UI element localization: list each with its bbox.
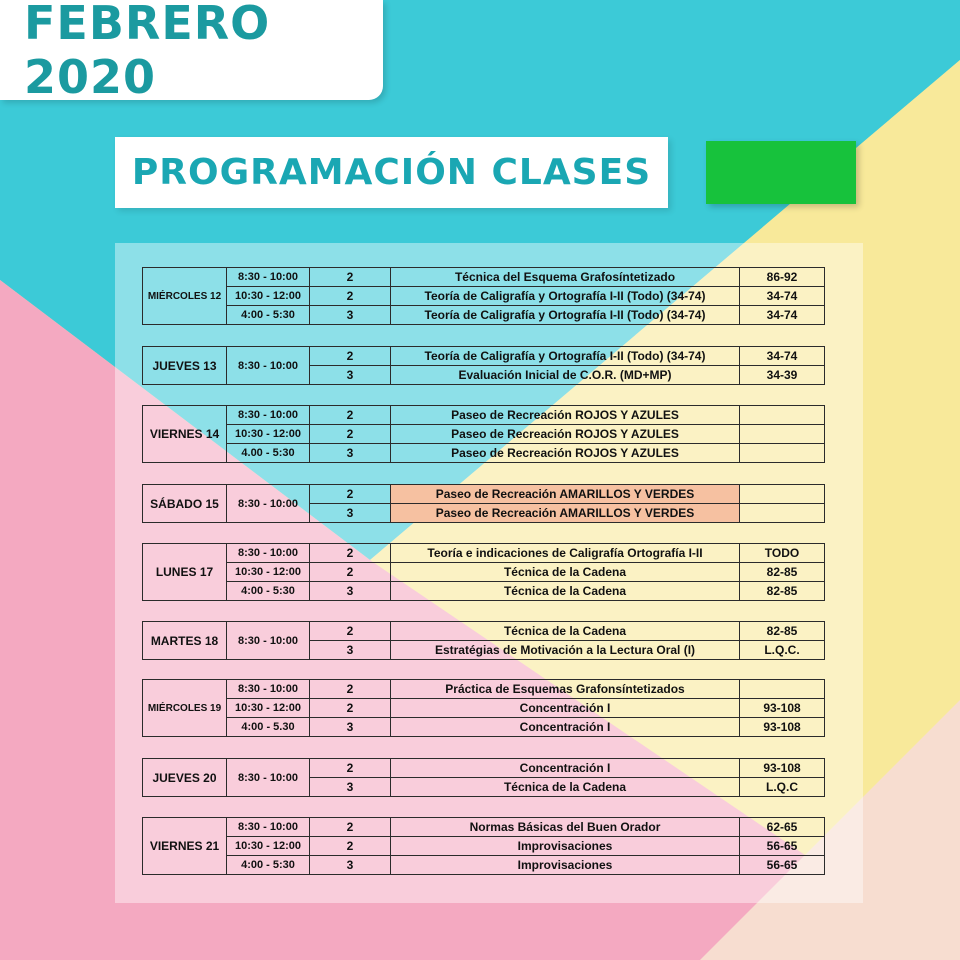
num-cell: 2 <box>310 699 391 718</box>
table-row <box>143 818 825 837</box>
num-cell: 2 <box>310 544 391 563</box>
activity-cell: Técnica de la Cadena <box>391 622 740 641</box>
pages-cell: 93-108 <box>740 759 825 778</box>
day-label: MIÉRCOLES 12 <box>143 268 227 325</box>
time-cell: 8:30 - 10:00 <box>227 485 310 523</box>
pages-cell: 62-65 <box>740 818 825 837</box>
time-cell: 10:30 - 12:00 <box>227 837 310 856</box>
table-row <box>143 287 825 306</box>
pages-cell: L.Q.C <box>740 778 825 797</box>
schedule-block-martes-18 <box>142 621 825 660</box>
num-cell: 3 <box>310 366 391 385</box>
time-cell: 4:00 - 5:30 <box>227 582 310 601</box>
activity-cell: Improvisaciones <box>391 837 740 856</box>
day-label: JUEVES 13 <box>143 347 227 385</box>
day-label: LUNES 17 <box>143 544 227 601</box>
table-row <box>143 485 825 504</box>
table-row <box>143 544 825 563</box>
pages-cell: 34-74 <box>740 287 825 306</box>
activity-cell: Práctica de Esquemas Grafonsíntetizados <box>391 680 740 699</box>
activity-cell: Técnica de la Cadena <box>391 778 740 797</box>
time-cell: 10:30 - 12:00 <box>227 287 310 306</box>
pages-cell: TODO <box>740 544 825 563</box>
activity-cell: Evaluación Inicial de C.O.R. (MD+MP) <box>391 366 740 385</box>
day-label: MIÉRCOLES 19 <box>143 680 227 737</box>
table-row <box>143 856 825 875</box>
num-cell: 2 <box>310 563 391 582</box>
pages-cell: 82-85 <box>740 622 825 641</box>
num-cell: 2 <box>310 818 391 837</box>
day-label: JUEVES 20 <box>143 759 227 797</box>
pages-cell: L.Q.C. <box>740 641 825 660</box>
day-label: VIERNES 21 <box>143 818 227 875</box>
schedule-block-jueves-20 <box>142 758 825 797</box>
time-cell: 10:30 - 12:00 <box>227 563 310 582</box>
table-row <box>143 680 825 699</box>
table-row <box>143 444 825 463</box>
num-cell: 3 <box>310 856 391 875</box>
pages-cell: 34-74 <box>740 306 825 325</box>
activity-cell: Paseo de Recreación ROJOS Y AZULES <box>391 425 740 444</box>
pages-cell <box>740 444 825 463</box>
activity-cell: Paseo de Recreación ROJOS Y AZULES <box>391 406 740 425</box>
table-row <box>143 406 825 425</box>
activity-cell: Teoría e indicaciones de Caligrafía Ortografía I-II <box>391 544 740 563</box>
num-cell: 2 <box>310 622 391 641</box>
subtitle-card <box>115 137 668 208</box>
table-row <box>143 425 825 444</box>
pages-cell <box>740 425 825 444</box>
num-cell: 3 <box>310 306 391 325</box>
time-cell: 8:30 - 10:00 <box>227 759 310 797</box>
num-cell: 2 <box>310 406 391 425</box>
num-cell: 2 <box>310 425 391 444</box>
schedule-block-viernes-21 <box>142 817 825 875</box>
time-cell: 8:30 - 10:00 <box>227 406 310 425</box>
activity-cell: Paseo de Recreación ROJOS Y AZULES <box>391 444 740 463</box>
activity-cell: Teoría de Caligrafía y Ortografía I-II (Todo) (34-74) <box>391 347 740 366</box>
table-row <box>143 563 825 582</box>
table-row <box>143 268 825 287</box>
pages-cell <box>740 504 825 523</box>
page-subtitle: PROGRAMACIÓN CLASES <box>131 152 652 193</box>
time-cell: 8:30 - 10:00 <box>227 680 310 699</box>
num-cell: 2 <box>310 680 391 699</box>
time-cell: 4:00 - 5:30 <box>227 306 310 325</box>
time-cell: 10:30 - 12:00 <box>227 425 310 444</box>
day-label: SÁBADO 15 <box>143 485 227 523</box>
schedule-block-jueves-13 <box>142 346 825 385</box>
schedule-block-sabado-15 <box>142 484 825 523</box>
table-row <box>143 699 825 718</box>
time-cell: 4:00 - 5.30 <box>227 718 310 737</box>
activity-cell: Técnica de la Cadena <box>391 563 740 582</box>
time-cell: 8:30 - 10:00 <box>227 268 310 287</box>
table-row <box>143 718 825 737</box>
num-cell: 3 <box>310 778 391 797</box>
num-cell: 3 <box>310 444 391 463</box>
pages-cell: 86-92 <box>740 268 825 287</box>
pages-cell <box>740 680 825 699</box>
pages-cell: 93-108 <box>740 718 825 737</box>
pages-cell: 82-85 <box>740 582 825 601</box>
pages-cell: 56-65 <box>740 837 825 856</box>
pages-cell: 82-85 <box>740 563 825 582</box>
schedule-block-lunes-17 <box>142 543 825 601</box>
time-cell: 8:30 - 10:00 <box>227 544 310 563</box>
title-card <box>0 0 383 104</box>
schedule-block-miercoles-19 <box>142 679 825 737</box>
schedule-block-viernes-14 <box>142 405 825 463</box>
pages-cell <box>740 485 825 504</box>
activity-cell: Improvisaciones <box>391 856 740 875</box>
time-cell: 10:30 - 12:00 <box>227 699 310 718</box>
num-cell: 2 <box>310 759 391 778</box>
schedule-block-miercoles-12 <box>142 267 825 325</box>
green-accent-box <box>706 141 856 204</box>
num-cell: 2 <box>310 268 391 287</box>
num-cell: 3 <box>310 504 391 523</box>
num-cell: 2 <box>310 347 391 366</box>
num-cell: 3 <box>310 718 391 737</box>
pages-cell: 56-65 <box>740 856 825 875</box>
num-cell: 3 <box>310 641 391 660</box>
activity-cell: Estratégias de Motivación a la Lectura Oral (I) <box>391 641 740 660</box>
day-label: MARTES 18 <box>143 622 227 660</box>
num-cell: 2 <box>310 287 391 306</box>
table-row <box>143 306 825 325</box>
pages-cell: 34-74 <box>740 347 825 366</box>
activity-cell: Técnica de la Cadena <box>391 582 740 601</box>
activity-cell: Concentración I <box>391 718 740 737</box>
activity-cell: Concentración I <box>391 759 740 778</box>
table-row <box>143 837 825 856</box>
activity-cell: Concentración I <box>391 699 740 718</box>
activity-cell: Paseo de Recreación AMARILLOS Y VERDES <box>391 485 740 504</box>
activity-cell: Paseo de Recreación AMARILLOS Y VERDES <box>391 504 740 523</box>
time-cell: 4.00 - 5:30 <box>227 444 310 463</box>
num-cell: 2 <box>310 485 391 504</box>
page-title: FEBRERO 2020 <box>24 0 271 104</box>
num-cell: 2 <box>310 837 391 856</box>
activity-cell: Técnica del Esquema Grafosíntetizado <box>391 268 740 287</box>
activity-cell: Teoría de Caligrafía y Ortografía I-II (Todo) (34-74) <box>391 306 740 325</box>
table-row <box>143 347 825 366</box>
table-row <box>143 622 825 641</box>
pages-cell: 34-39 <box>740 366 825 385</box>
activity-cell: Teoría de Caligrafía y Ortografía I-II (Todo) (34-74) <box>391 287 740 306</box>
day-label: VIERNES 14 <box>143 406 227 463</box>
table-row <box>143 582 825 601</box>
activity-cell: Normas Básicas del Buen Orador <box>391 818 740 837</box>
time-cell: 8:30 - 10:00 <box>227 622 310 660</box>
table-row <box>143 759 825 778</box>
time-cell: 4:00 - 5:30 <box>227 856 310 875</box>
time-cell: 8:30 - 10:00 <box>227 347 310 385</box>
pages-cell: 93-108 <box>740 699 825 718</box>
pages-cell <box>740 406 825 425</box>
num-cell: 3 <box>310 582 391 601</box>
time-cell: 8:30 - 10:00 <box>227 818 310 837</box>
